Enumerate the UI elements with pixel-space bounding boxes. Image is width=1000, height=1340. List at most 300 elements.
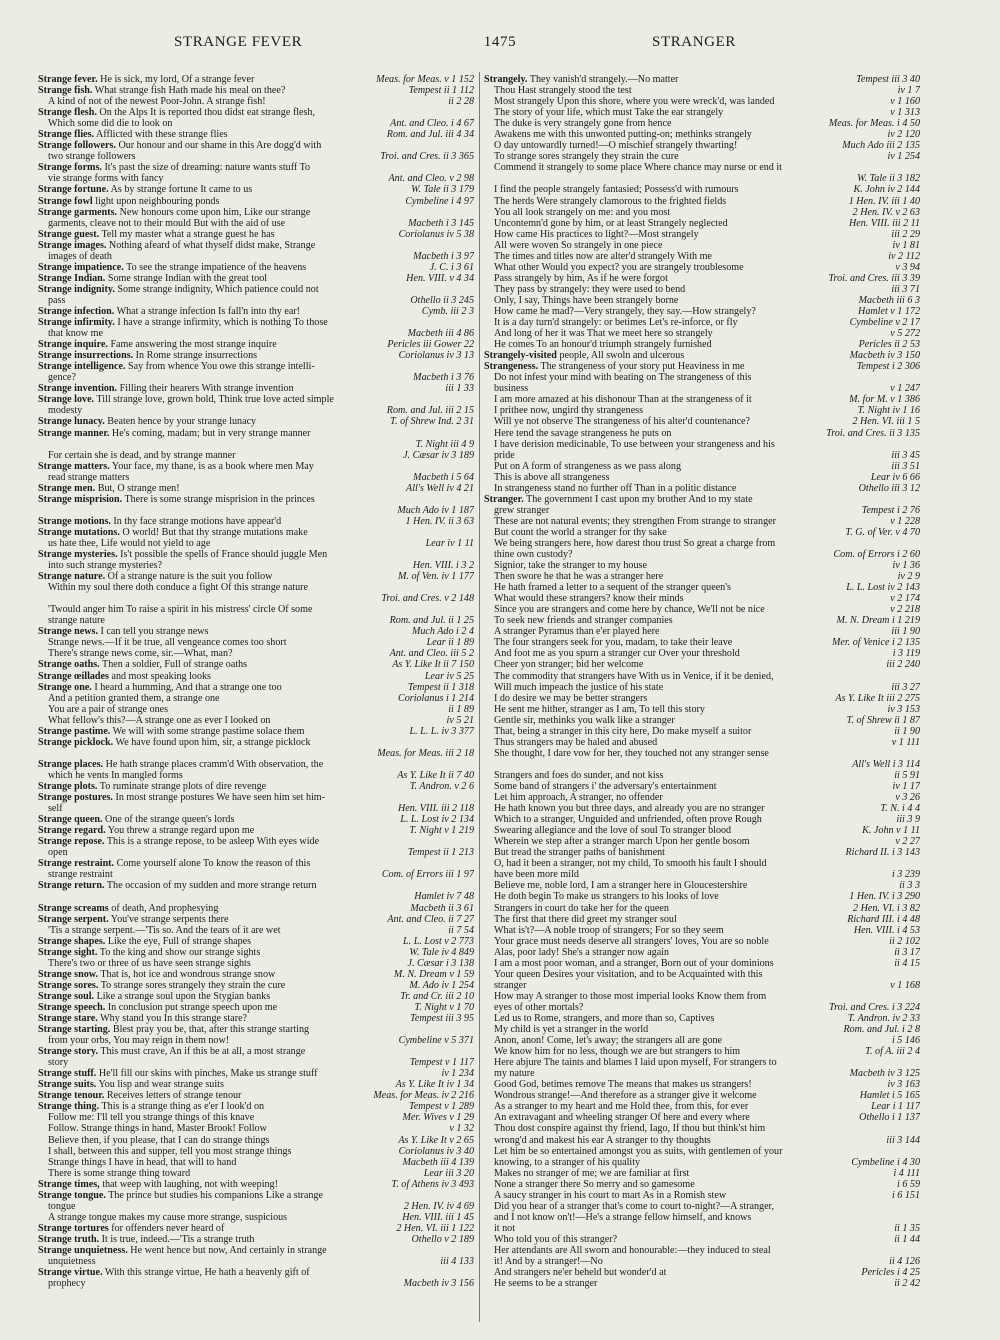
play-reference (855, 1112, 920, 1123)
reference-text: iv 3 153 (887, 703, 920, 715)
entry-text (494, 1234, 617, 1245)
entry-text (494, 936, 769, 947)
play-reference (405, 85, 474, 96)
column-divider (479, 72, 480, 1322)
entry-continuation-line (484, 560, 920, 571)
reference-text: Macbeth i 3 145 (408, 217, 474, 229)
entry-continuation-line (38, 715, 474, 726)
entry-text (494, 483, 736, 494)
play-reference (396, 814, 474, 825)
entry-continuation-line (484, 151, 920, 162)
play-reference (889, 240, 920, 251)
play-reference (887, 626, 920, 637)
entry-text (484, 361, 745, 372)
play-reference (858, 825, 920, 836)
entry-continuation-line (38, 151, 474, 162)
quotation-text: Will ye not observe The strangeness of his alter'd countenance? (494, 416, 751, 428)
reference-text: iii 2 29 (891, 228, 920, 240)
headword: Strange mutations. (38, 526, 120, 538)
entry-text (38, 626, 208, 637)
entry-text (38, 936, 251, 947)
entry-text (494, 1212, 751, 1223)
quotation-text: An extravagant and wheeling stranger Of here and every where (494, 1112, 750, 1124)
quotation-text: And a petition granted them, a strange one (48, 692, 220, 704)
headword: Strange stare. (38, 1012, 98, 1024)
reference-text: J. C. i 3 61 (429, 261, 474, 273)
reference-text: Tr. and Cr. iii 2 10 (400, 990, 474, 1002)
quotation-text: This is above all strangeness (494, 471, 610, 483)
play-reference (841, 527, 920, 538)
play-reference (387, 1179, 474, 1190)
reference-text: iv 1 254 (887, 151, 920, 163)
quotation-text: story (48, 1057, 69, 1069)
play-reference (893, 1179, 920, 1190)
play-reference (890, 1223, 920, 1234)
headword: Strange queen. (38, 814, 103, 826)
play-reference (845, 218, 920, 229)
reference-text: M. N. Dream i 1 219 (836, 615, 920, 627)
reference-text: 2 Hen. VI. i 3 82 (853, 902, 920, 914)
play-reference (383, 129, 474, 140)
entry-text (48, 1135, 269, 1146)
entry-line (38, 416, 474, 427)
entry-continuation-line (484, 748, 920, 759)
quotation-text: What a strange infection Is fall'n into thy ear! (114, 305, 301, 317)
play-reference (886, 604, 920, 615)
quotation-text: To strange sores strangely they strain the cure (98, 979, 286, 991)
entry-line (38, 825, 474, 836)
entry-text (48, 803, 63, 814)
entry-text (494, 273, 668, 284)
play-reference (876, 803, 920, 814)
play-reference (372, 74, 474, 85)
entry-text (48, 615, 105, 626)
reference-text: K. John iv 2 144 (853, 184, 920, 196)
entry-text (494, 505, 549, 516)
quotation-text: Signior, take the stranger to my house (494, 560, 647, 572)
entry-continuation-line (38, 1168, 474, 1179)
entry-continuation-line (484, 173, 920, 184)
entry-text (494, 1190, 726, 1201)
entry-text (38, 792, 325, 803)
entry-text (48, 958, 251, 969)
entry-text (48, 295, 65, 306)
entry-text (494, 1179, 695, 1190)
quotation-text: You threw a strange regard upon me (105, 825, 255, 837)
reference-text: Macbeth i 3 76 (413, 372, 474, 384)
reference-text: Pericles ii 2 53 (858, 339, 920, 351)
quotation-text: Only, I say, Things have been strangely borne (494, 294, 679, 306)
entry-continuation-line (484, 1057, 920, 1068)
play-reference (405, 980, 474, 991)
entry-continuation-line (38, 704, 474, 715)
entry-text (38, 1079, 224, 1090)
reference-text: M. for M. v 1 386 (849, 394, 920, 406)
reference-text: Pericles i 4 25 (861, 1267, 920, 1279)
quotation-text: Follow me: I'll tell you strange things of this knave (48, 1112, 255, 1124)
quotation-text: for offenders never heard of (108, 1222, 225, 1234)
reference-text: v 3 94 (895, 261, 920, 273)
quotation-text: He'll fill our skins with pinches, Make us strange stuff (96, 1068, 318, 1080)
entry-text (494, 1112, 750, 1123)
play-reference (890, 958, 920, 969)
entry-line (484, 494, 920, 505)
entry-text (38, 339, 277, 350)
reference-text: Macbeth iv 3 156 (403, 1278, 474, 1290)
reference-text: K. John v 1 11 (862, 825, 920, 837)
quotation-text: tongue (48, 1200, 76, 1212)
reference-text: ii 1 44 (894, 1233, 920, 1245)
entry-line (38, 461, 474, 472)
entry-text (494, 693, 647, 704)
quotation-text: In most strange postures We have seen him set him- (112, 792, 326, 804)
entry-text (494, 461, 681, 472)
play-reference (855, 483, 920, 494)
headword: Strange one. (38, 681, 92, 693)
entry-line (38, 1079, 474, 1090)
play-reference (853, 173, 920, 184)
quotation-text: That is, hot ice and wondrous strange snow (98, 968, 276, 980)
quotation-text: O day untowardly turned!—O mischief strangely thwarting! (494, 140, 738, 152)
entry-continuation-line (484, 405, 920, 416)
reference-text: T. of Shrew Ind. 2 31 (390, 416, 474, 428)
play-reference (847, 1157, 920, 1168)
quotation-text: To strange sores strangely they strain the cure (494, 151, 679, 163)
entry-continuation-line (484, 1267, 920, 1278)
entry-continuation-line (484, 781, 920, 792)
play-reference (894, 571, 920, 582)
entry-text (38, 229, 275, 240)
entry-text (484, 350, 684, 361)
entry-continuation-line (484, 162, 920, 173)
entry-text (494, 571, 663, 582)
reference-text: Troi. and Cres. v 2 148 (381, 593, 474, 605)
quotation-text: Your grace must needs deserve all strangers' loves, You are so noble (494, 935, 769, 947)
entry-text (494, 1101, 748, 1112)
entry-continuation-line (484, 1212, 920, 1223)
quotation-text: Awakens me with this unwonted putting-on; methinks strangely (494, 129, 752, 141)
reference-text: iv 5 21 (446, 714, 474, 726)
entry-continuation-line (484, 461, 920, 472)
entry-text (48, 1256, 96, 1267)
play-reference (843, 914, 920, 925)
play-reference (867, 472, 920, 483)
reference-text: Com. of Errors iii 1 97 (381, 869, 474, 881)
entry-line (38, 781, 474, 792)
entry-text (38, 74, 254, 85)
entry-line (38, 262, 474, 273)
headword: Strange regard. (38, 825, 106, 837)
quotation-text: strange restraint (48, 869, 113, 881)
reference-text: Troi. and Cres. i 3 224 (829, 1001, 920, 1013)
play-reference (887, 229, 920, 240)
reference-text: T. of A. iii 2 4 (865, 1046, 920, 1058)
entry-line (38, 1090, 474, 1101)
entry-line (38, 428, 474, 439)
entry-continuation-line (484, 273, 920, 284)
entry-text (494, 1013, 714, 1024)
entry-text (494, 516, 776, 527)
entry-text (494, 450, 515, 461)
quotation-text: I shall, between this and supper, tell you most strange things (48, 1145, 292, 1157)
play-reference (846, 317, 920, 328)
reference-text: Much Ado i 2 4 (411, 626, 474, 638)
play-reference (886, 96, 920, 107)
quotation-text: Strangers and foes do sunder, and not kiss (494, 769, 664, 781)
reference-text: Tempest i 2 306 (856, 361, 920, 373)
quotation-text: There is some strange thing toward (48, 1167, 191, 1179)
quotation-text: With this strange virtue, He hath a heavenly gift of (102, 1267, 310, 1279)
play-reference (405, 947, 474, 958)
entry-continuation-line (484, 295, 920, 306)
quotation-text: modesty (48, 405, 83, 417)
entry-continuation-line (38, 847, 474, 858)
play-reference (890, 947, 920, 958)
entry-line (38, 1245, 474, 1256)
entry-line (38, 361, 474, 372)
play-reference (407, 184, 474, 195)
reference-text: iv 1 17 (892, 781, 920, 792)
reference-text: iii 3 144 (886, 1134, 920, 1146)
entry-text (494, 737, 657, 748)
reference-text: As Y. Like It iii 2 275 (835, 692, 920, 704)
entry-continuation-line (38, 118, 474, 129)
reference-text: W. Tale ii 3 179 (411, 184, 474, 196)
reference-text: Troi. and Cres. iii 3 39 (828, 272, 920, 284)
quotation-text: Why stand you In this strange stare? (97, 1012, 248, 1024)
quotation-text: Our honour and our shame in this Are dogg'd with (115, 140, 322, 152)
headword: Strange motions. (38, 515, 111, 527)
entry-continuation-line (484, 96, 920, 107)
entry-text (494, 1278, 597, 1289)
quotation-text: None a stranger there So merry and so gamesome (494, 1178, 695, 1190)
entry-continuation-line (484, 1046, 920, 1057)
entry-continuation-line (484, 792, 920, 803)
reference-text: 1 Hen. IV. ii 3 63 (405, 515, 474, 527)
entry-continuation-line (484, 803, 920, 814)
entry-continuation-line (484, 394, 920, 405)
reference-text: ii 4 126 (889, 1256, 920, 1268)
running-header (40, 34, 960, 56)
entry-line (38, 814, 474, 825)
entry-text (38, 516, 281, 527)
quotation-text: You all look strangely on me: and you most (494, 206, 671, 218)
entry-text (48, 1201, 75, 1212)
entry-text (48, 1123, 267, 1134)
quotation-text: O world! But that thy strange mutations make (119, 526, 308, 538)
headword: Strange intelligence. (38, 361, 126, 373)
reference-text: Macbeth iii 6 3 (858, 294, 920, 306)
entry-line (484, 350, 920, 361)
reference-text: Much Ado iv 1 187 (397, 504, 474, 516)
play-reference (394, 693, 474, 704)
entry-continuation-line (484, 693, 920, 704)
entry-text (38, 273, 267, 284)
entry-text (38, 1090, 241, 1101)
play-reference (890, 770, 920, 781)
quotation-text: Follow. Strange things in hand, Master Brook! Follow (48, 1123, 267, 1135)
play-reference (422, 538, 474, 549)
reference-text: 1 Hen. IV. i 3 290 (849, 891, 920, 903)
entry-continuation-line (484, 372, 920, 383)
entry-text (494, 1090, 757, 1101)
quotation-text: And strangers ne'er beheld but wonder'd at (494, 1267, 667, 1279)
play-reference (398, 1212, 474, 1223)
headword: Strange lunacy. (38, 416, 105, 428)
entry-continuation-line (484, 262, 920, 273)
quotation-text: and most speaking looks (108, 670, 211, 682)
entry-text (494, 991, 766, 1002)
entry-line (38, 991, 474, 1002)
entry-continuation-line (484, 604, 920, 615)
reference-text: 2 Hen. IV. v 2 63 (852, 206, 920, 218)
reference-text: T. Andron. v 2 6 (409, 781, 474, 792)
play-reference (444, 704, 474, 715)
reference-text: Richard II. i 3 143 (845, 847, 920, 859)
reference-text: T. Night v 1 219 (409, 825, 474, 837)
reference-text: Othello v 2 189 (411, 1233, 474, 1245)
entry-text (48, 770, 183, 781)
play-reference (410, 1002, 474, 1013)
headword: Strange impatience. (38, 261, 124, 273)
quotation-text: We have found upon him, sir, a strange picklock (113, 736, 311, 748)
play-reference (889, 781, 920, 792)
play-reference (891, 836, 920, 847)
quotation-text: Led us to Rome, strangers, and more than so, Captives (494, 1012, 715, 1024)
entry-line (38, 1179, 474, 1190)
reference-text: Ant. and Cleo. i 4 67 (390, 118, 474, 130)
play-reference (854, 405, 920, 416)
entry-line (38, 1234, 474, 1245)
entry-text (48, 1035, 229, 1046)
entry-continuation-line (38, 637, 474, 648)
entry-text (48, 869, 113, 880)
quotation-text: Believe me, noble lord, I am a stranger here in Gloucestershire (494, 880, 748, 892)
play-reference (436, 1256, 474, 1267)
play-reference (883, 704, 920, 715)
entry-line (38, 682, 474, 693)
play-reference (404, 218, 474, 229)
reference-text: iv 2 9 (897, 571, 920, 583)
reference-text: v 1 111 (891, 736, 920, 748)
headword: Strange restraint. (38, 858, 115, 870)
quotation-text: On the Alps It is reported thou didst eat strange flesh, (96, 107, 315, 119)
reference-text: v 1 247 (890, 383, 920, 395)
reference-text: Tempest i 2 76 (861, 504, 920, 516)
quotation-text: my nature (494, 1068, 535, 1080)
entry-continuation-line (484, 85, 920, 96)
quotation-text: Will much impeach the justice of his state (494, 681, 664, 693)
reference-text: iii 3 9 (896, 814, 920, 826)
headword: Strange flies. (38, 129, 95, 141)
reference-text: T. Night iv 1 16 (857, 405, 920, 417)
reference-text: 1 Hen. IV. iii 1 40 (848, 195, 920, 207)
reference-text: Lear iv 1 11 (425, 537, 474, 549)
headword: Strange suits. (38, 1079, 97, 1091)
entry-continuation-line (38, 891, 474, 902)
play-reference (833, 615, 920, 626)
reference-text: iii 3 27 (891, 681, 920, 693)
reference-text: Meas. for Meas. v 1 152 (376, 74, 474, 85)
headword: Strange plots. (38, 781, 98, 792)
entry-line (38, 726, 474, 737)
reference-text: v 1 313 (890, 107, 920, 119)
entry-text (494, 748, 769, 759)
entry-continuation-line (484, 737, 920, 748)
headword: Strange serpent. (38, 913, 109, 925)
headword: Strange tenour. (38, 1090, 105, 1102)
play-reference (886, 980, 920, 991)
quotation-text: Which to a stranger, Unguided and unfriended, often prove Rough (494, 814, 762, 826)
play-reference (405, 1101, 474, 1112)
play-reference (886, 516, 920, 527)
reference-text: ii 1 35 (894, 1222, 920, 1234)
entry-line (38, 196, 474, 207)
play-reference (888, 737, 920, 748)
headword: Strange matters. (38, 460, 110, 472)
quotation-text: Within my soul there doth conduce a fight Of this strange nature (48, 582, 309, 594)
entry-text (494, 162, 782, 173)
reference-text: iv 2 120 (887, 129, 920, 141)
play-reference (890, 726, 920, 737)
entry-continuation-line (484, 196, 920, 207)
entry-continuation-line (484, 1112, 920, 1123)
entry-continuation-line (38, 372, 474, 383)
entry-text (48, 538, 210, 549)
play-reference (854, 306, 920, 317)
entry-text (38, 207, 310, 218)
headword: Strange return. (38, 880, 105, 892)
quotation-text: grew stranger (494, 504, 550, 516)
entry-line (38, 527, 474, 538)
play-reference (406, 1057, 474, 1068)
quotation-text: This is a strange repose, to be asleep With eyes wide (104, 836, 320, 848)
play-reference (889, 1168, 920, 1179)
headword: Strange story. (38, 1046, 98, 1058)
reference-text: iv 1 36 (892, 560, 920, 572)
entry-continuation-line (484, 118, 920, 129)
play-reference (394, 571, 474, 582)
quotation-text: Then swore he that he was a stranger here (494, 571, 664, 583)
quotation-text: The four strangers seek for you, madam, to take their leave (494, 637, 733, 649)
play-reference (887, 284, 920, 295)
headword: Strange virtue. (38, 1267, 103, 1279)
entry-continuation-line (38, 1278, 474, 1289)
entry-continuation-line (484, 626, 920, 637)
headword: Strangely-visited (484, 350, 557, 362)
quotation-text: For certain she is dead, and by strange manner (48, 449, 236, 461)
entry-continuation-line (484, 891, 920, 902)
entry-text (38, 317, 328, 328)
reference-text: T. Night iii 4 9 (415, 438, 474, 450)
entry-line (38, 980, 474, 991)
entry-text (48, 582, 308, 593)
play-reference (839, 1024, 920, 1035)
quotation-text: In Rome strange insurrections (133, 350, 258, 362)
entry-text (494, 869, 579, 880)
entry-continuation-line (484, 416, 920, 427)
entry-continuation-line (484, 317, 920, 328)
play-reference (402, 273, 474, 284)
entry-continuation-line (484, 1256, 920, 1267)
quotation-text: I can tell you strange news (98, 626, 209, 638)
quotation-text: Then a soldier, Full of strange oaths (99, 659, 248, 671)
reference-text: Much Ado iii 2 135 (842, 140, 920, 152)
quotation-text: wrong'd and makest his ear A stranger to thy thoughts (494, 1134, 711, 1146)
entry-line (38, 1024, 474, 1035)
headword: Strange sight. (38, 946, 98, 958)
reference-text: Macbeth iv 3 125 (849, 1068, 920, 1080)
